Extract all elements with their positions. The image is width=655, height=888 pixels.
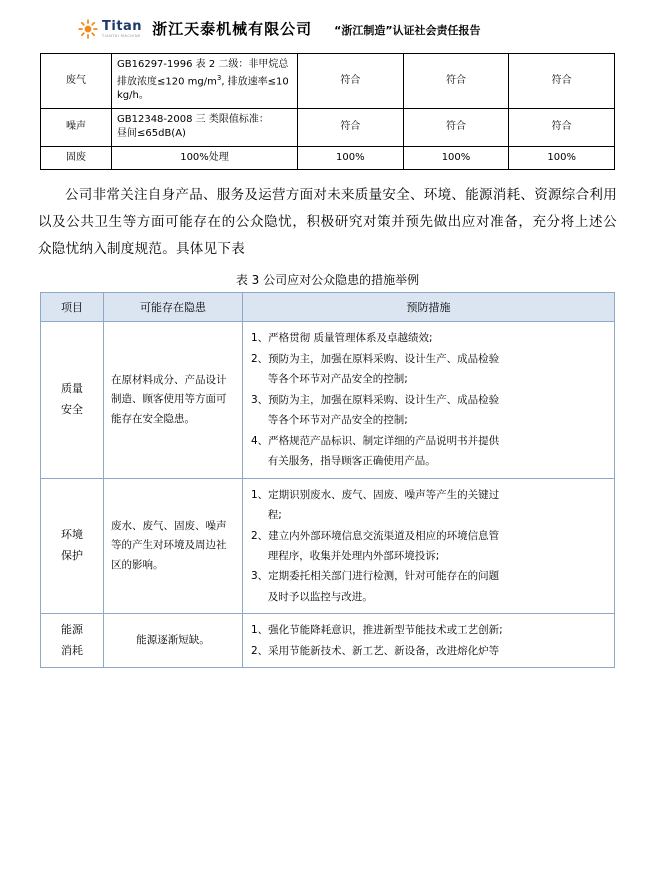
measure-item: 1、定期识别废水、废气、固废、噪声等产生的关键过 — [251, 488, 500, 501]
table-row — [41, 54, 615, 109]
column-header-risk: 可能存在隐患 — [104, 293, 243, 322]
emission-category: 噪声 — [41, 108, 112, 146]
row-item-line: 消耗 — [61, 643, 83, 657]
emission-result: 符合 — [298, 54, 404, 109]
row-measure-list — [243, 478, 615, 614]
logo-wordmark — [102, 20, 142, 38]
measure-item-cont: 有关服务，指导顾客正确使用产品。 — [267, 455, 436, 468]
emission-table — [40, 53, 615, 170]
emission-result: 符合 — [403, 54, 509, 109]
emission-standard: GB16297-1996 表 2 二级：非甲烷总排放浓度≤120 $mg/m^3$, 排放速率≤10 kg/h。 — [112, 54, 298, 109]
measure-item-cont: 等各个环节对产品安全的控制; — [267, 373, 408, 386]
measure-item: 1、强化节能降耗意识，推进新型节能技术或工艺创新; — [251, 624, 503, 637]
emission-result: 100% — [403, 146, 509, 170]
row-measure-list — [243, 614, 615, 668]
emission-result: 符合 — [509, 54, 615, 109]
row-item-line: 质量 — [61, 382, 83, 396]
logo-subtext: TIANTAI MACHINE — [102, 33, 141, 38]
table-row — [41, 108, 615, 146]
logo-text: Titan — [102, 18, 143, 34]
table-header-row — [41, 293, 615, 322]
table-row — [41, 146, 615, 170]
row-item-label — [41, 322, 104, 478]
measure-item: 3、定期委托相关部门进行检测，针对可能存在的问题 — [251, 570, 500, 583]
row-item-line: 能源 — [61, 623, 83, 636]
table-caption: 表 3 公司应对公众隐患的措施举例 — [235, 273, 420, 288]
measure-item: 4、严格规范产品标识、制定详细的产品说明书并提供 — [251, 434, 500, 447]
company-name: 浙江天泰机械有限公司 — [152, 20, 313, 38]
sun-gear-icon — [78, 19, 98, 39]
measure-item-cont: 理程序，收集并处理内外部环境投诉; — [267, 550, 440, 563]
row-risk-text: 在原材料成分、产品设计制造、顾客使用等方面可能存在安全隐患。 — [104, 322, 243, 478]
emission-result: 100% — [509, 146, 615, 170]
emission-result: 100% — [298, 146, 404, 170]
row-item-label — [41, 614, 104, 668]
emission-standard: 100%处理 — [112, 146, 298, 170]
measure-item: 3、预防为主，加强在原料采购、设计生产、成品检验 — [251, 393, 500, 406]
column-header-item: 项目 — [41, 293, 104, 322]
row-item-label — [41, 478, 104, 614]
table-row — [41, 478, 615, 614]
row-risk-text: 能源逐渐短缺。 — [104, 614, 243, 668]
table-row — [41, 614, 615, 668]
company-logo — [78, 19, 142, 39]
row-risk-text: 废水、废气、固废、噪声等的产生对环境及周边社区的影响。 — [104, 478, 243, 614]
document-header — [0, 0, 655, 45]
table-row — [41, 322, 615, 478]
measures-table — [40, 292, 615, 668]
report-title: “浙江制造”认证社会责任报告 — [334, 24, 481, 37]
row-item-line: 保护 — [61, 549, 83, 563]
row-item-line: 安全 — [61, 402, 83, 416]
column-header-measure: 预防措施 — [243, 293, 615, 322]
emission-standard: GB12348-2008 三 类限值标准： 昼间≤65dB(A) — [112, 108, 298, 146]
emission-category: 固废 — [41, 146, 112, 170]
measure-item: 1、严格贯彻 质量管理体系及卓越绩效; — [251, 332, 433, 345]
emission-category: 废气 — [41, 54, 112, 109]
emission-result: 符合 — [509, 108, 615, 146]
emission-result: 符合 — [403, 108, 509, 146]
row-measure-list — [243, 322, 615, 478]
measure-item-cont: 程; — [267, 509, 282, 522]
body-paragraph: 公司非常关注自身产品、服务及运营方面对未来质量安全、环境、能源消耗、资源综合利用以及公共卫生等方面可能存在的公众隐忧，积极研究对策并预先做出应对准备，充分将上述公众隐忧纳入制度规范。具体见下表 — [38, 187, 617, 258]
emission-result: 符合 — [298, 108, 404, 146]
measure-item: 2、建立内外部环境信息交流渠道及相应的环境信息管 — [251, 529, 500, 542]
measure-item-cont: 及时予以监控与改进。 — [267, 590, 373, 603]
measure-item: 2、预防为主，加强在原料采购、设计生产、成品检验 — [251, 352, 500, 365]
row-item-line: 环境 — [61, 528, 83, 542]
measure-item-cont: 等各个环节对产品安全的控制; — [267, 414, 408, 427]
measure-item: 2、采用节能新技术、新工艺、新设备，改进熔化炉等 — [251, 644, 500, 657]
